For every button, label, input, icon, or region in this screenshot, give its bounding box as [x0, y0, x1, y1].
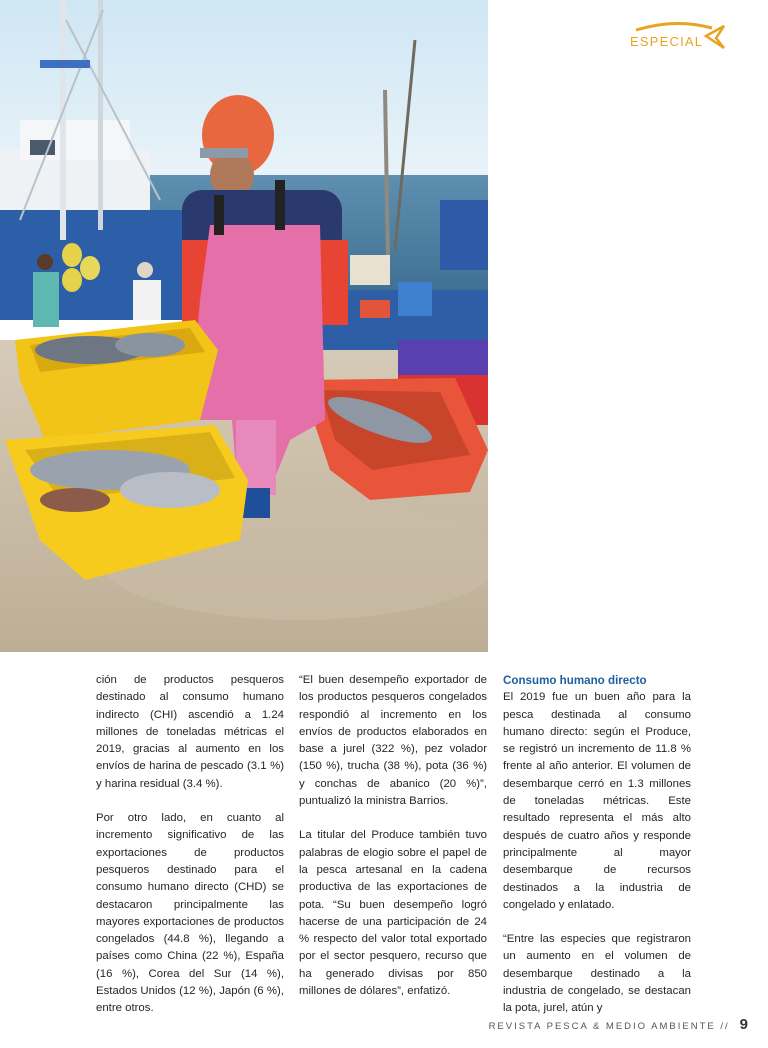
article-column-2 — [299, 672, 487, 1017]
paragraph: “El buen desempeño exportador de los productos pesqueros congelados respondió al incremento en los envíos de productos elaborados en base a jurel (322 %), pez volador (150 %), trucha (38 %), pota (36 %) y conchas de abanico (20 %)”, puntualizó la ministra Barrios. — [299, 674, 487, 808]
page-number: 9 — [739, 1016, 748, 1033]
section-subheading: Consumo humano directo — [503, 674, 647, 687]
paragraph: La titular del Produce también tuvo palabras de elogio sobre el papel de la pesca artesanal en la cadena productiva de las exportaciones de pota. “Su buen desempeño logró hacerse de una participación de 24 % respecto del valor total exportado por el sector pesquero, recurso que ha generado divisas por 850 millones de dólares”, enfatizó. — [299, 829, 487, 998]
magazine-name: REVISTA PESCA & MEDIO AMBIENTE // — [488, 1021, 730, 1032]
article-column-3 — [503, 672, 691, 1035]
fishing-dock-photo — [0, 0, 488, 652]
article-column-1 — [96, 672, 284, 1035]
section-brand — [630, 20, 730, 54]
section-label: ESPECIAL — [630, 34, 704, 49]
paragraph: ción de productos pesqueros destinado al consumo humano indirecto (CHI) ascendió a 1.24 millones de toneladas métricas el 2019, gracias al aumento en los envíos de harina de pescado (3.1 %) y harina residual (3.4 %). — [96, 674, 284, 790]
page-footer — [489, 1016, 748, 1033]
paragraph: El 2019 fue un buen año para la pesca destinada al consumo humano directo: según el Produce, se registró un incremento de 11.8 % frente al año anterior. El volumen de desembarque cerró en 1.3 millones de toneladas métricas. Este resultado representa el más alto después de cuatro años y responde principalmente al mayor desembarque de recursos destinados a la industria de congelado y enlatado. — [503, 691, 691, 911]
paragraph: Por otro lado, en cuanto al incremento significativo de las exportaciones de productos pesqueros destinado para el consumo humano directo (CHD) se destacaron principalmente las mayores exportaciones de productos congelados (44.8 %), llegando a países como China (22 %), España (16 %), Corea del Sur (14 %), Estados Unidos (12 %), Japón (6 %), entre otros. — [96, 812, 284, 1015]
paragraph: “Entre las especies que registraron un aumento en el volumen de desembarque destinado a la industria de congelado, se destacan la pota, jurel, atún y — [503, 933, 691, 1015]
